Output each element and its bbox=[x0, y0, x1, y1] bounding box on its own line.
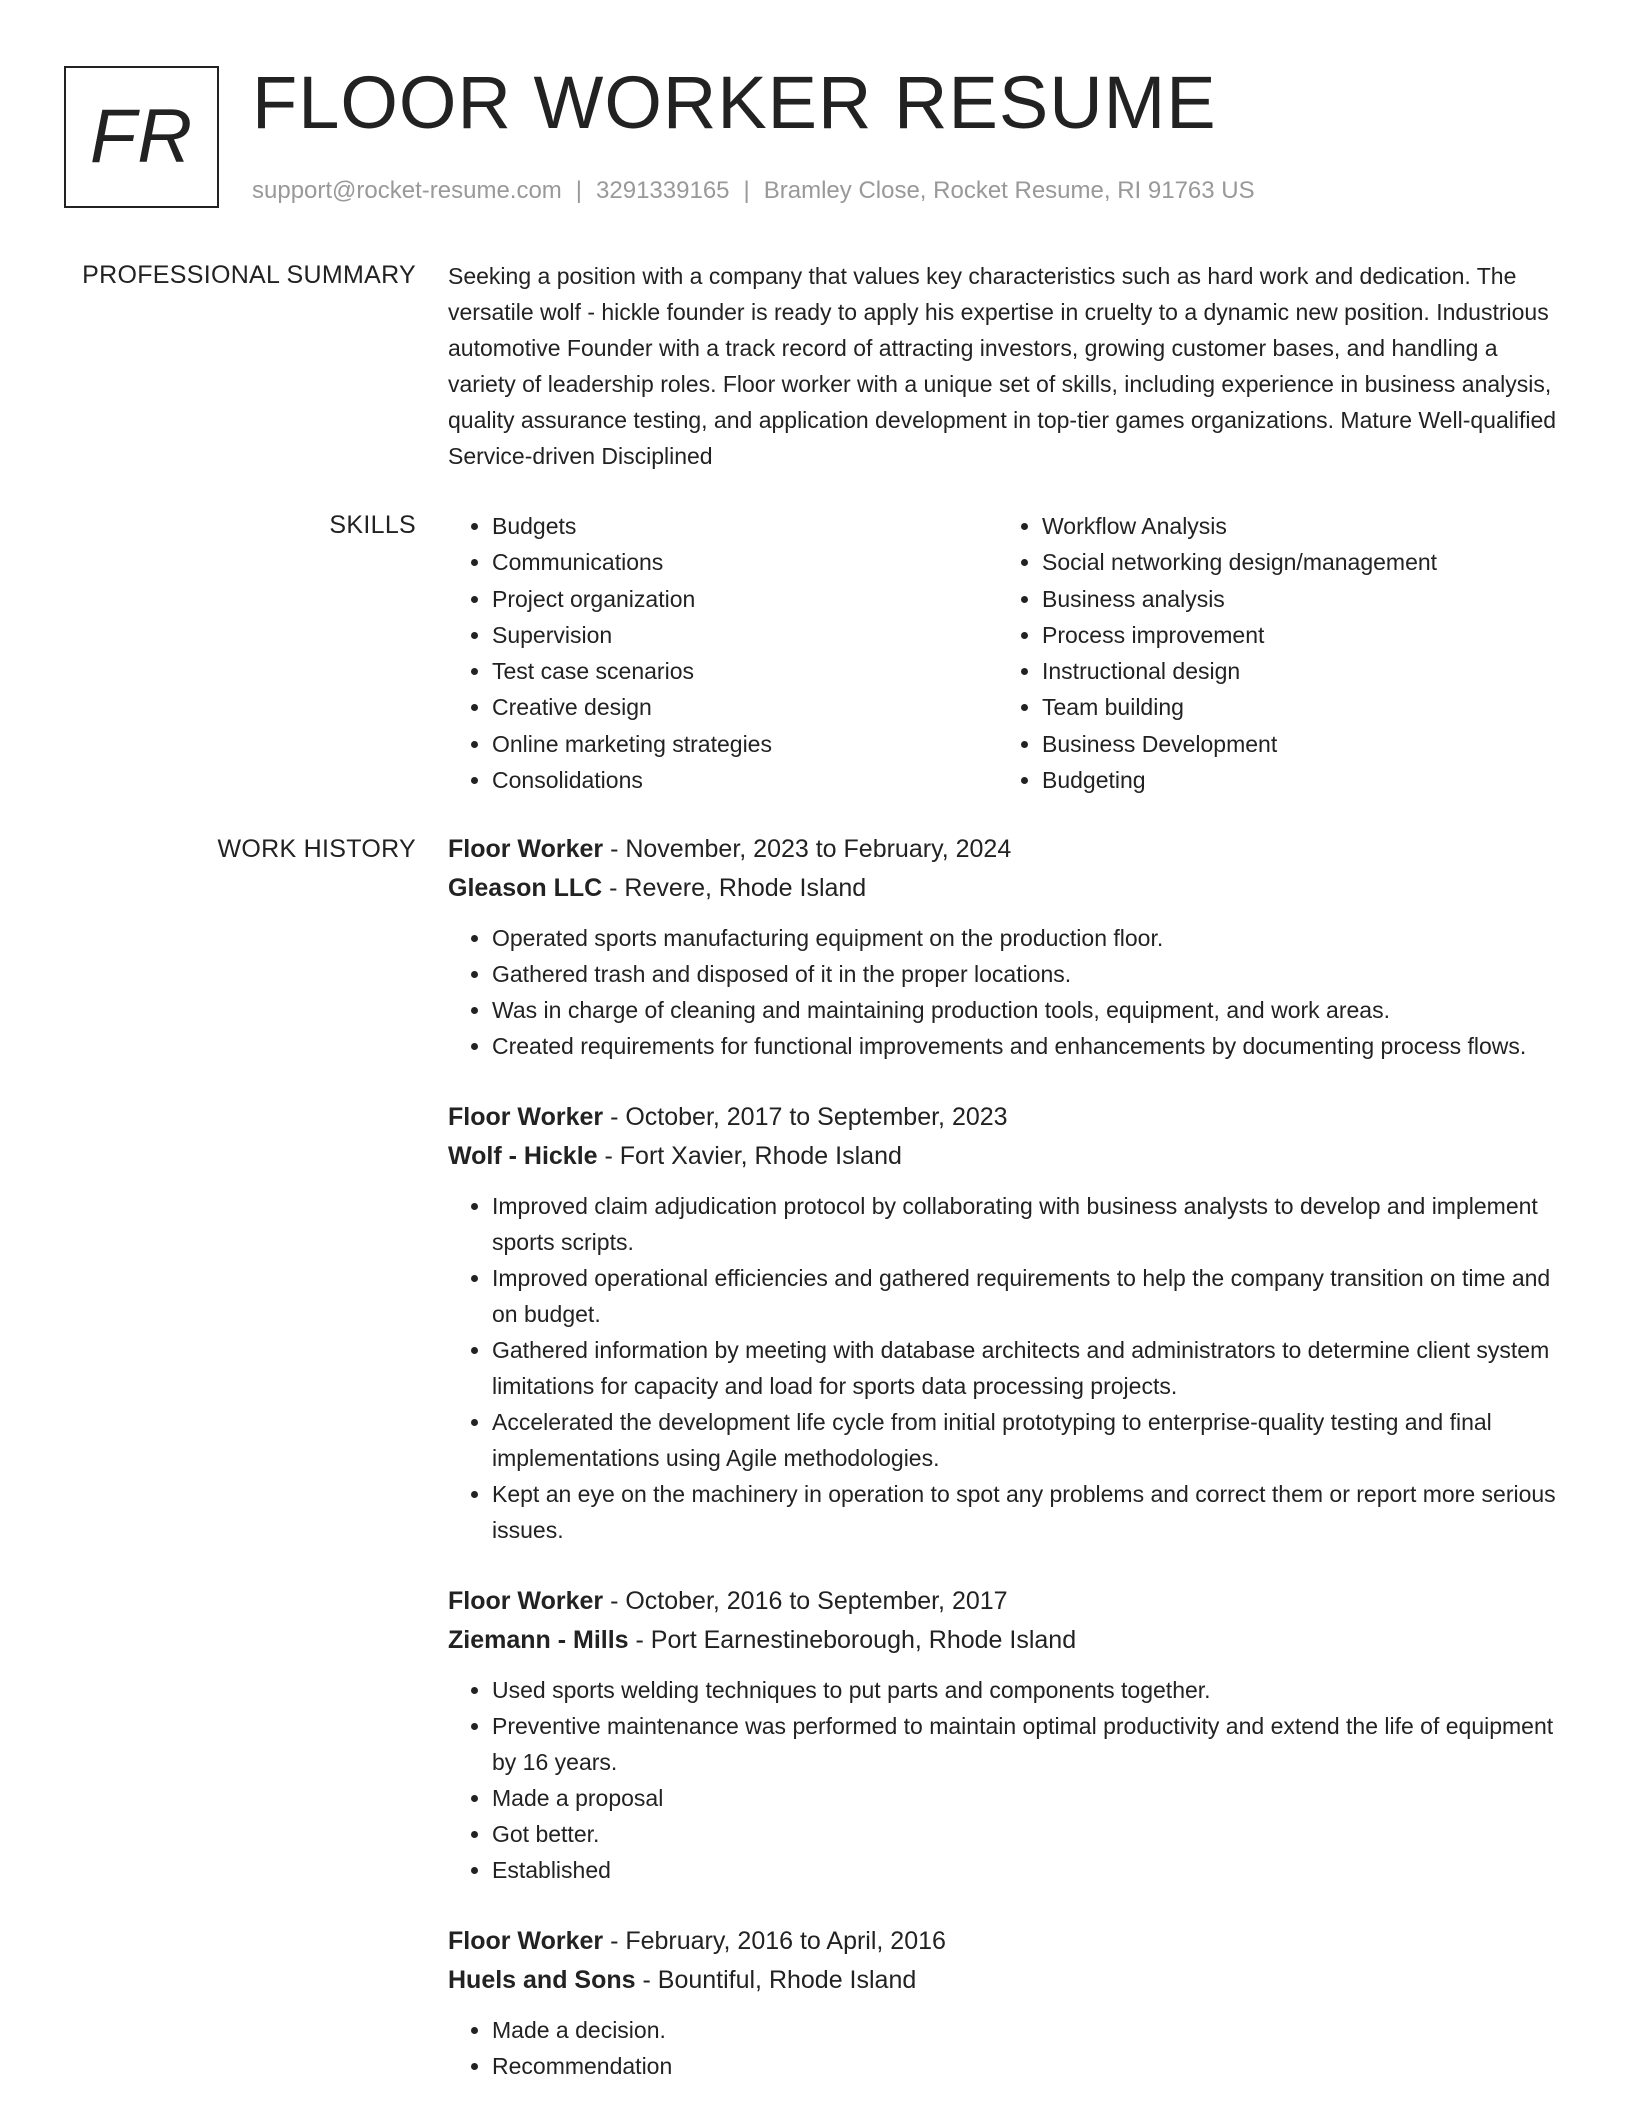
skill-item: • Workflow Analysis bbox=[1042, 508, 1548, 544]
skills-body bbox=[448, 508, 1568, 798]
job-bullet: • Made a proposal bbox=[492, 1780, 1568, 1816]
job-bullet: • Got better. bbox=[492, 1816, 1568, 1852]
skill-item: • Business Development bbox=[1042, 726, 1548, 762]
contact-phone[interactable]: 3291339165 bbox=[596, 177, 730, 204]
job-title-line bbox=[448, 1922, 1568, 1961]
job-bullet: • Gathered information by meeting with database architects and administrators to determine client system limitations for capacity and load for sports data processing projects. bbox=[492, 1332, 1568, 1404]
job-entry bbox=[448, 1582, 1568, 1888]
job-bullet: • Created requirements for functional improvements and enhancements by documenting process flows. bbox=[492, 1028, 1568, 1064]
job-company-line bbox=[448, 1137, 1568, 1176]
job-title: Floor Worker bbox=[448, 835, 604, 863]
job-entry bbox=[448, 1098, 1568, 1548]
job-entry bbox=[448, 1922, 1568, 2084]
work-history-heading: WORK HISTORY bbox=[217, 835, 416, 863]
contact-separator: | bbox=[743, 177, 750, 204]
job-bullet-list bbox=[448, 2012, 1568, 2084]
job-company-line bbox=[448, 1621, 1568, 1660]
work-history-body bbox=[448, 830, 1568, 2084]
summary-heading: PROFESSIONAL SUMMARY bbox=[82, 261, 416, 289]
job-entry bbox=[448, 830, 1568, 1064]
summary-body bbox=[448, 258, 1568, 474]
job-company: Gleason LLC bbox=[448, 874, 603, 902]
skill-item: • Supervision bbox=[492, 617, 998, 653]
job-location: - Port Earnestineborough, Rhode Island bbox=[628, 1626, 1077, 1654]
skill-item: • Consolidations bbox=[492, 762, 998, 798]
job-bullet: • Gathered trash and disposed of it in the proper locations. bbox=[492, 956, 1568, 992]
contact-email[interactable]: support@rocket-resume.com bbox=[252, 177, 562, 204]
job-bullet: • Kept an eye on the machinery in operation to spot any problems and correct them or report more serious issues. bbox=[492, 1476, 1568, 1548]
job-location: - Revere, Rhode Island bbox=[602, 874, 867, 902]
job-bullet-list bbox=[448, 1672, 1568, 1888]
job-title: Floor Worker bbox=[448, 1587, 604, 1615]
monogram-logo bbox=[64, 66, 219, 208]
summary-text: Seeking a position with a company that values key characteristics such as hard work and dedication. The versatile wolf - hickle founder is ready to apply his expertise in cruelty to a dynamic new position. Industrious automotive Founder with a track record of attracting investors, growing customer bases, and handling a variety of leadership roles. Floor worker with a unique set of skills, including experience in business analysis, quality assurance testing, and application development in top-tier games organizations. Mature Well-qualified Service-driven Disciplined bbox=[448, 263, 1557, 469]
monogram-initials: FR bbox=[89, 94, 194, 179]
job-bullet: • Improved claim adjudication protocol by collaborating with business analysts to develop and implement sports scripts. bbox=[492, 1188, 1568, 1260]
job-company: Wolf - Hickle bbox=[448, 1142, 598, 1170]
job-title: Floor Worker bbox=[448, 1103, 604, 1131]
resume-title: FLOOR WORKER RESUME bbox=[252, 61, 1217, 144]
job-location: - Bountiful, Rhode Island bbox=[635, 1966, 917, 1994]
job-title-line bbox=[448, 1098, 1568, 1137]
job-bullet: • Made a decision. bbox=[492, 2012, 1568, 2048]
skill-item: • Budgets bbox=[492, 508, 998, 544]
job-bullet: • Accelerated the development life cycle from initial prototyping to enterprise-quality testing and final implementations using Agile methodologies. bbox=[492, 1404, 1568, 1476]
contact-separator: | bbox=[575, 177, 583, 204]
skill-item: • Business analysis bbox=[1042, 581, 1548, 617]
job-bullet: • Operated sports manufacturing equipment on the production floor. bbox=[492, 920, 1568, 956]
skill-item: • Budgeting bbox=[1042, 762, 1548, 798]
skills-list-left bbox=[448, 508, 998, 798]
job-bullet: • Improved operational efficiencies and gathered requirements to help the company transition on time and on budget. bbox=[492, 1260, 1568, 1332]
skill-item: • Team building bbox=[1042, 689, 1548, 725]
skill-item: • Online marketing strategies bbox=[492, 726, 998, 762]
skill-item: • Social networking design/management bbox=[1042, 544, 1548, 580]
job-dates: - October, 2017 to September, 2023 bbox=[603, 1103, 1008, 1131]
skill-item: • Communications bbox=[492, 544, 998, 580]
skill-item: • Test case scenarios bbox=[492, 653, 998, 689]
job-bullet-list bbox=[448, 920, 1568, 1064]
job-bullet: • Was in charge of cleaning and maintaining production tools, equipment, and work areas. bbox=[492, 992, 1568, 1028]
skill-item: • Process improvement bbox=[1042, 617, 1548, 653]
job-bullet: • Recommendation bbox=[492, 2048, 1568, 2084]
job-title-line bbox=[448, 830, 1568, 869]
skill-item: • Instructional design bbox=[1042, 653, 1548, 689]
skill-item: • Creative design bbox=[492, 689, 998, 725]
contact-line bbox=[252, 174, 1255, 208]
job-title-line bbox=[448, 1582, 1568, 1621]
contact-address: Bramley Close, Rocket Resume, RI 91763 US bbox=[763, 177, 1255, 204]
skills-columns bbox=[448, 508, 1568, 798]
job-dates: - February, 2016 to April, 2016 bbox=[603, 1927, 946, 1955]
job-dates: - November, 2023 to February, 2024 bbox=[603, 835, 1012, 863]
job-company: Ziemann - Mills bbox=[448, 1626, 629, 1654]
job-company-line bbox=[448, 1961, 1568, 2000]
skill-item: • Project organization bbox=[492, 581, 998, 617]
job-title: Floor Worker bbox=[448, 1927, 604, 1955]
job-company: Huels and Sons bbox=[448, 1966, 636, 1994]
skills-list-right bbox=[998, 508, 1548, 798]
job-dates: - October, 2016 to September, 2017 bbox=[603, 1587, 1008, 1615]
job-bullet-list bbox=[448, 1188, 1568, 1548]
job-company-line bbox=[448, 869, 1568, 908]
job-bullet: • Used sports welding techniques to put parts and components together. bbox=[492, 1672, 1568, 1708]
skills-heading: SKILLS bbox=[329, 511, 416, 539]
job-location: - Fort Xavier, Rhode Island bbox=[597, 1142, 902, 1170]
job-bullet: • Preventive maintenance was performed to maintain optimal productivity and extend the life of equipment by 16 years. bbox=[492, 1708, 1568, 1780]
job-bullet: • Established bbox=[492, 1852, 1568, 1888]
